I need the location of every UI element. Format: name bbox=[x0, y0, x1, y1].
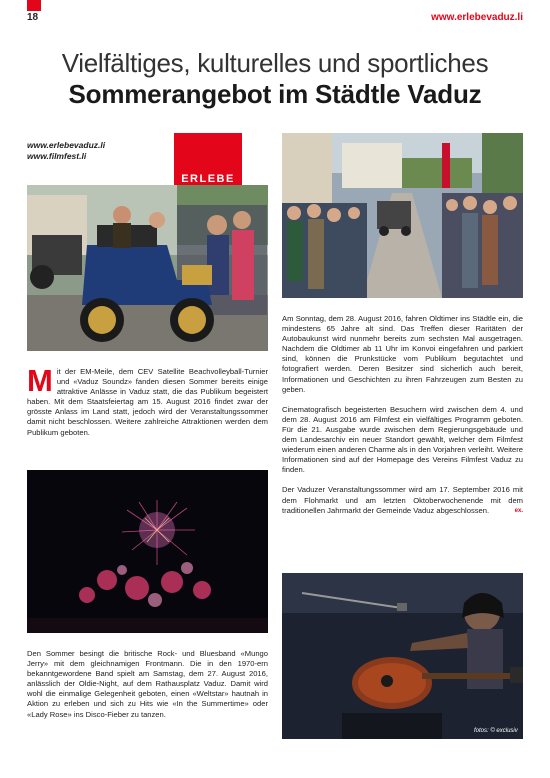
photo-credit: fotos: © exclusiv bbox=[474, 728, 518, 734]
article-band bbox=[27, 649, 268, 730]
header-website-link[interactable]: www.erlebevaduz.li bbox=[431, 12, 523, 23]
logo-line-1: ERLEBE bbox=[181, 173, 235, 185]
closing-paragraph: Der Vaduzer Veranstaltungssommer wird am 17. September 2016 mit dem Flohmarkt und am letzten Oktoberwochenende mit dem traditionellen Jahrmarkt der Gemeinde Vaduz abgeschlossen. bbox=[282, 485, 523, 515]
article-intro bbox=[27, 363, 268, 448]
band-paragraph: Den Sommer besingt die britische Rock- und Bluesband «Mungo Jerry» mit dem gleichnamigen Frontmann. Die in den 1970-ern bekanntgewordene Band spielt am Samstag, dem 27. August 2016, anlässlich der Oldie-Night, auf dem Rathausplatz Vaduz. Damit wird wohl die einmalige Gelegenheit geboten, einen «Weltstar» hautnah in Aktion zu erleben und sich zu Hits wie «In the Summertime» oder «Lady Rose» ins Disco-Fieber zu tanzen. bbox=[27, 649, 268, 719]
headline-line-2: Sommerangebot im Städtle Vaduz bbox=[68, 79, 482, 109]
author-signature: ex. bbox=[514, 507, 523, 514]
photo-singer bbox=[282, 573, 523, 739]
web-links bbox=[27, 140, 105, 162]
photo-fireworks bbox=[27, 470, 268, 633]
page-number: 18 bbox=[27, 12, 39, 23]
intro-text: it der EM-Meile, dem CEV Satellite Beachvolleyball-Turnier und «Vaduz Soundz» fanden diesen Sommer bereits einige attraktive Anlässe in Vaduz statt, die das Publikum begeistert haben. Mit dem Staatsfeiertag am 15. August 2016 findet zwar der grösste Anlass im Land statt, jedoch wird der Veranstaltungssommer damit nicht beschlossen. Weitere zahlreiche Attraktionen werden dem Publikum geboten. bbox=[27, 367, 268, 437]
film-paragraph: Cinematografisch begeisterten Besuchern wird zwischen dem 4. und dem 28. August 2016 am Filmfest ein vielfältiges Programm geboten. Für die 21. Ausgabe wurde zwischen dem Regierungsgebäude und dem Landesarchiv ein neuer Standort gewählt, welcher dem Filmfest wiederum einen anderen Charme als in den Vorjahren verleiht. Weitere Informationen sind auf der Homepage des Vereins Filmfest Vaduz zu finden. bbox=[282, 404, 523, 475]
corner-marker bbox=[27, 0, 41, 11]
link-filmfest[interactable]: www.filmfest.li bbox=[27, 151, 87, 161]
drop-cap: M bbox=[27, 363, 53, 398]
headline bbox=[27, 48, 523, 110]
photo-oldtimer-crowd bbox=[282, 133, 523, 298]
link-erlebevaduz[interactable]: www.erlebevaduz.li bbox=[27, 140, 106, 150]
oldtimer-paragraph: Am Sonntag, dem 28. August 2016, fahren Oldtimer ins Städtle ein, die mindestens 65 Jahre alt sind. Das Treffen dieser Raritäten der Autobaukunst wird nunmehr bereits zum sechsten Mal ausgetragen. Nachdem die Oldtimer ab 11 Uhr im Konvoi eingefahren und parkiert sind, können die Prunkstücke vom Publikum begutachtet und fotografiert werden. Deren Besitzer sind sicherlich auch bereit, Informationen und Geschichten zu ihren Fahrzeugen zum Besten zu geben. bbox=[282, 314, 523, 394]
headline-line-1: Vielfältiges, kulturelles und sportliches bbox=[61, 48, 489, 78]
photo-oldtimer-car bbox=[27, 185, 268, 351]
article-right-column bbox=[282, 314, 523, 526]
